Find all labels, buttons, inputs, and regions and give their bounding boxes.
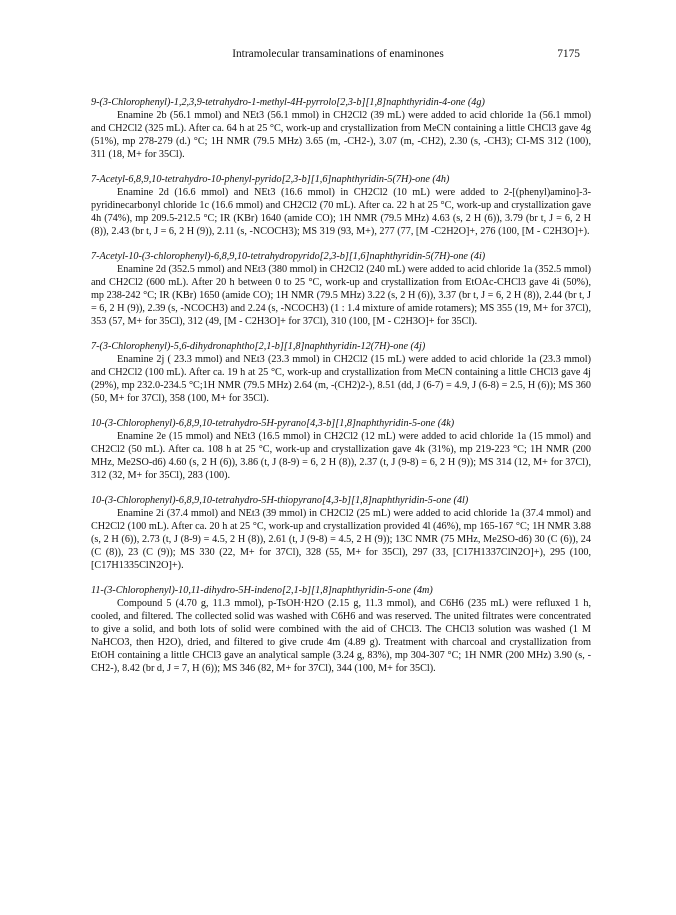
- compound-entry-4k: [91, 417, 591, 482]
- compound-procedure: Enamine 2i (37.4 mmol) and NEt3 (39 mmol) in CH2Cl2 (25 mL) were added to acid chloride 1a (37.4 mmol) and CH2Cl2 (100 mL). After ca. 20 h at 25 °C, work-up and crystallization provided 4l (46%), mp 165-167 °C; 1H NMR 3.88 (s, 2 H (6)), 2.73 (t, J (8-9) = 4.5, 2 H (8)), 2.61 (t, J (9-8) = 4.5, 2 H (9)); 13C NMR (75 MHz, Me2SO-d6) 30 (C (6)), 24 (C (8)), 23 (C (9)); MS 330 (22, M+ for 37Cl), 328 (55, M+ for 35Cl), 297 (33, [C17H1337ClN2O]+), 295 (100, [C17H1335ClN2O]+).: [91, 508, 591, 571]
- running-title: Intramolecular transaminations of enaminones: [232, 48, 444, 60]
- compound-title: 11-(3-Chlorophenyl)-10,11-dihydro-5H-indeno[2,1-b][1,8]naphthyridin-5-one (4m): [91, 585, 433, 596]
- compound-entry-4m: [91, 584, 591, 675]
- compound-entry-4g: [91, 96, 591, 161]
- compound-title: 10-(3-Chlorophenyl)-6,8,9,10-tetrahydro-5H-thiopyrano[4,3-b][1,8]naphthyridin-5-one (4l): [91, 495, 469, 506]
- compound-entry-4j: [91, 340, 591, 405]
- compound-procedure: Enamine 2e (15 mmol) and NEt3 (16.5 mmol) in CH2Cl2 (12 mL) were added to acid chloride 1a (15 mmol) and CH2Cl2 (50 mL). After ca. 108 h at 25 °C, work-up and crystallization gave 4k (31%), mp 219-223 °C; 1H NMR (200 MHz, Me2SO-d6) 4.60 (s, 2 H (6)), 3.86 (t, J (8-9) = 6, 2 H (8)), 2.37 (t, J (9-8) = 6, 2 H (9)); MS 314 (12, M+ for 37Cl), 312 (32, M+ for 35Cl), 283 (100).: [91, 431, 591, 481]
- compound-entry-4i: [91, 250, 591, 328]
- compound-procedure: Enamine 2j ( 23.3 mmol) and NEt3 (23.3 mmol) in CH2Cl2 (15 mL) were added to acid chloride 1a (23.3 mmol) and CH2Cl2 (100 mL). After ca. 19 h at 25 °C, work-up and crystallization from MeCN containing a little CHCl3 gave 4j (29%), mp 232.0-234.5 °C;1H NMR (79.5 MHz) 2.64 (m, -(CH2)2-), 8.51 (dd, J (6-7) = 4.9, J (6-8) = 2.5, H (6)); MS 360 (50, M+ for 37Cl), 358 (100, M+ for 35Cl).: [91, 354, 591, 404]
- compound-title: 7-Acetyl-10-(3-chlorophenyl)-6,8,9,10-tetrahydropyrido[2,3-b][1,6]naphthyridin-5(7H)-one (4i): [91, 251, 486, 262]
- running-header: [0, 30, 676, 60]
- compound-procedure: Enamine 2d (16.6 mmol) and NEt3 (16.6 mmol) in CH2Cl2 (10 mL) were added to 2-[(phenyl)amino]-3-pyridinecarbonyl chloride 1c (16.6 mmol) and CH2Cl2 (70 mL). After ca. 22 h at 25 °C, work-up and crystallization gave 4h (74%), mp 209.5-212.5 °C; IR (KBr) 1640 (amide CO); 1H NMR (79.5 MHz) 4.63 (s, 2 H (6)), 3.79 (br t, J = 6, 2 H (8)), 2.43 (br t, J = 6, 2 H (9)), 2.11 (s, -NCOCH3); MS 319 (93, M+), 277 (77, [M -C2H2O]+, 276 (100, [M - C2H3O]+).: [91, 187, 591, 237]
- experimental-entries: [91, 96, 591, 687]
- compound-title: 7-Acetyl-6,8,9,10-tetrahydro-10-phenyl-pyrido[2,3-b][1,6]naphthyridin-5(7H)-one (4h): [91, 174, 450, 185]
- compound-title: 10-(3-Chlorophenyl)-6,8,9,10-tetrahydro-5H-pyrano[4,3-b][1,8]naphthyridin-5-one (4k): [91, 418, 455, 429]
- compound-procedure: Enamine 2d (352.5 mmol) and NEt3 (380 mmol) in CH2Cl2 (240 mL) were added to acid chloride 1a (352.5 mmol) and CH2Cl2 (600 mL). After 20 h between 0 to 25 °C, work-up and crystallization from EtOAc-CHCl3 gave 4i (50%), mp 238-242 °C; IR (KBr) 1650 (amide CO); 1H NMR (79.5 MHz) 3.22 (s, 2 H (6)), 3.37 (br t, J = 6, 2 H (8)), 2.44 (br t, J = 6, 2 H (9)), 2.39 (s, -NCOCH3) and 2.24 (s, -NCOCH3) (1 : 1.4 mixture of amide rotamers); MS 355 (19, M+ for 37Cl), 353 (57, M+ for 35Cl), 312 (49, [M - C2H3O]+ for 37Cl), 310 (100, [M - C2H3O]+ for 35Cl).: [91, 264, 591, 327]
- compound-procedure: Enamine 2b (56.1 mmol) and NEt3 (56.1 mmol) in CH2Cl2 (39 mL) were added to acid chloride 1a (56.1 mmol) and CH2Cl2 (325 mL). After ca. 64 h at 25 °C, work-up and crystallization from MeCN containing a little CHCl3 gave 4g (51%), mp 278-279 (d.) °C; 1H NMR (79.5 MHz) 3.65 (m, -CH2-), 3.07 (m, -CH2), 2.30 (s, -CH3); CI-MS 312 (100), 311 (18, M+ for 35Cl).: [91, 110, 591, 160]
- compound-procedure: Compound 5 (4.70 g, 11.3 mmol), p-TsOH·H2O (2.15 g, 11.3 mmol), and C6H6 (235 mL) were refluxed 1 h, cooled, and filtered. The collected solid was washed with C6H6 and was reserved. The united filtrates were concentrated to give a solid, and both lots of solid were combined with the aid of CHCl3. The CHCl3 solution was washed (1 M NaHCO3, then H2O), dried, and filtered to give crude 4m (4.89 g). Treatment with charcoal and crystallization from EtOH containing a little CHCl3 gave an analytical sample (3.24 g, 83%), mp 304-307 °C; 1H NMR (200 MHz) 3.90 (s, -CH2-), 8.42 (br d, J = 7, H (6)); MS 346 (82, M+ for 37Cl), 344 (100, M+ for 35Cl).: [91, 598, 591, 674]
- compound-title: 9-(3-Chlorophenyl)-1,2,3,9-tetrahydro-1-methyl-4H-pyrrolo[2,3-b][1,8]naphthyridin-4-one (4g): [91, 97, 485, 108]
- compound-entry-4l: [91, 494, 591, 572]
- page-number: 7175: [557, 48, 580, 60]
- compound-entry-4h: [91, 173, 591, 238]
- compound-title: 7-(3-Chlorophenyl)-5,6-dihydronaphtho[2,1-b][1,8]naphthyridin-12(7H)-one (4j): [91, 341, 426, 352]
